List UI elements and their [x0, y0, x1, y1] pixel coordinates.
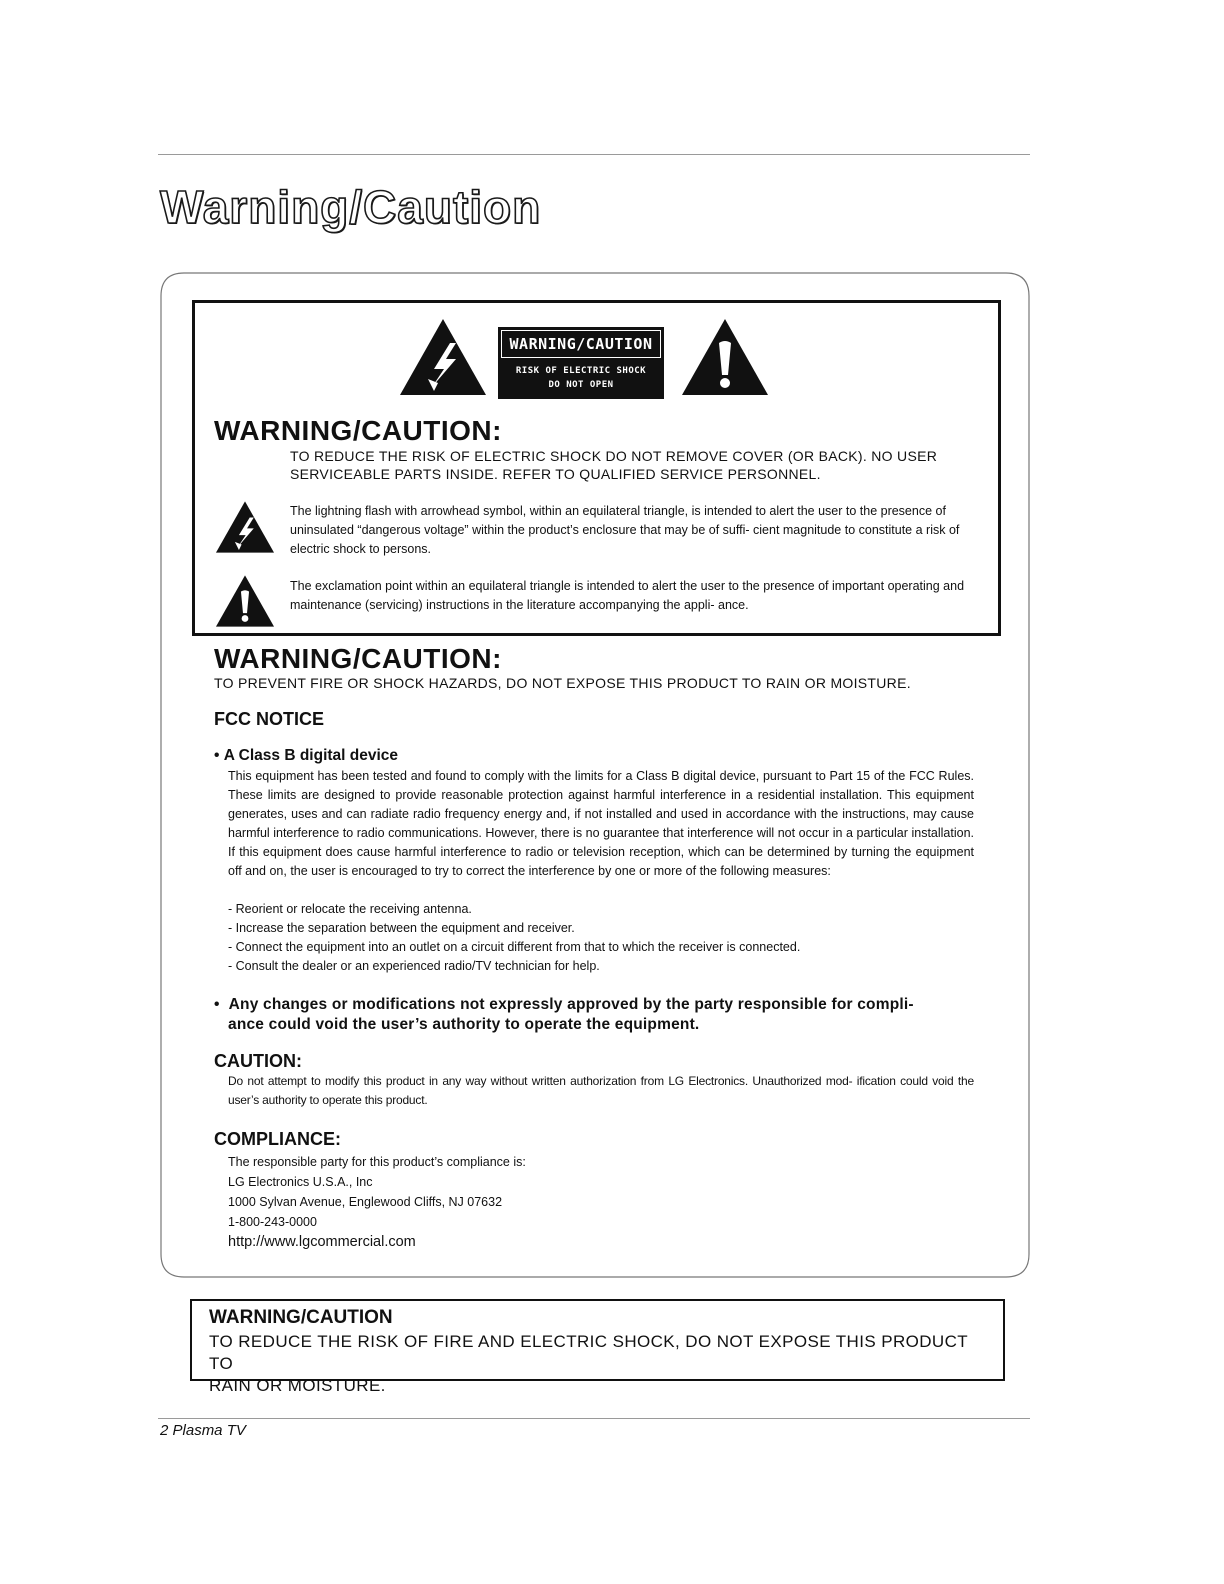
fcc-measures-list: [228, 900, 974, 976]
page-footer: 2 Plasma TV: [160, 1422, 246, 1439]
bottom-line2: RAIN OR MOISTURE.: [209, 1376, 386, 1395]
fcc-measure: - Reorient or relocate the receiving antenna.: [228, 902, 472, 916]
fcc-bullet2-line1-text: Any changes or modifications not expressly approved by the party responsible for compli-: [228, 996, 914, 1013]
caution-text: Do not attempt to modify this product in any way without written authorization from LG Electronics. Unauthorized mod- ification could void the user’s authority to operate this product.: [228, 1074, 974, 1107]
fcc-bullet2: [214, 995, 984, 1035]
box1-text: [290, 447, 990, 483]
exclamation-triangle-icon: [680, 317, 770, 397]
fcc-measure: - Consult the dealer or an experienced radio/TV technician for help.: [228, 959, 600, 973]
fcc-bullet2-line2: ance could void the user’s authority to operate the equipment.: [228, 1016, 700, 1033]
compliance-line: 1000 Sylvan Avenue, Englewood Cliffs, NJ 07632: [228, 1195, 503, 1209]
label-title: WARNING/CAUTION: [501, 330, 661, 358]
bottom-warning-title: WARNING/CAUTION: [209, 1307, 393, 1328]
exclamation-triangle-small-icon: [214, 574, 276, 628]
box1-heading: WARNING/CAUTION:: [214, 415, 502, 446]
exclamation-explanation: The exclamation point within an equilateral triangle is intended to alert the user to the presence of important operating and maintenance (servicing) instructions in the literature accompanying the appli- ance.: [290, 579, 965, 612]
fcc-measure: - Increase the separation between the equipment and receiver.: [228, 921, 575, 935]
fcc-bullet1-title: [214, 746, 398, 766]
bottom-line1: TO REDUCE THE RISK OF FIRE AND ELECTRIC SHOCK, DO NOT EXPOSE THIS PRODUCT TO: [209, 1332, 968, 1373]
bullet-dot: •: [214, 996, 229, 1013]
warning-label: [498, 327, 664, 399]
label-line2: DO NOT OPEN: [548, 380, 614, 390]
compliance-heading: COMPLIANCE:: [214, 1129, 341, 1149]
top-rule: [158, 154, 1030, 155]
lightning-triangle-small-icon: [214, 500, 276, 554]
compliance-url: http://www.lgcommercial.com: [228, 1234, 416, 1250]
page-title: Warning/Caution: [160, 181, 542, 233]
compliance-details: [228, 1152, 728, 1252]
caution-heading: CAUTION:: [214, 1051, 302, 1071]
label-line1: RISK OF ELECTRIC SHOCK: [515, 366, 647, 376]
compliance-line: LG Electronics U.S.A., Inc: [228, 1175, 373, 1189]
box1-line1: TO REDUCE THE RISK OF ELECTRIC SHOCK DO NOT REMOVE COVER (OR BACK). NO USER: [290, 448, 938, 464]
box1-line2: SERVICEABLE PARTS INSIDE. REFER TO QUALIFIED SERVICE PERSONNEL.: [290, 466, 821, 482]
fcc-bullet1-title-text: A Class B digital device: [223, 747, 399, 764]
fcc-bullet2-line1: [214, 995, 984, 1015]
compliance-line: The responsible party for this product’s compliance is:: [228, 1155, 526, 1169]
lightning-explanation: The lightning flash with arrowhead symbol, within an equilateral triangle, is intended to alert the user to the presence of uninsulated “dangerous voltage” within the product’s enclosure that may be of suffi- cient magnitude to constitute a risk of electric shock to persons.: [290, 504, 960, 556]
section2-text: TO PREVENT FIRE OR SHOCK HAZARDS, DO NOT EXPOSE THIS PRODUCT TO RAIN OR MOISTURE.: [214, 675, 911, 691]
fcc-bullet1-text: This equipment has been tested and found to comply with the limits for a Class B digital device, pursuant to Part 15 of the FCC Rules. These limits are designed to provide reasonable protection against harmful interference in a residential installation. This equipment generates, uses and can radiate radio frequency energy and, if not installed and used in accordance with the instructions, may cause harmful interference to radio communications. However, there is no guarantee that interference will not occur in a particular installation. If this equipment does cause harmful interference to radio or television reception, which can be determined by turning the equipment off and on, the user is encouraged to try to correct the interference by one or more of the following measures:: [228, 769, 974, 878]
bottom-warning-text: [209, 1331, 994, 1397]
bottom-rule: [158, 1418, 1030, 1419]
compliance-line: 1-800-243-0000: [228, 1215, 317, 1229]
lightning-triangle-icon: [398, 317, 488, 397]
section2-heading: WARNING/CAUTION:: [214, 643, 502, 674]
bullet-dot: •: [214, 747, 224, 764]
fcc-measure: - Connect the equipment into an outlet on a circuit different from that to which the receiver is connected.: [228, 940, 801, 954]
fcc-heading: FCC NOTICE: [214, 709, 324, 729]
